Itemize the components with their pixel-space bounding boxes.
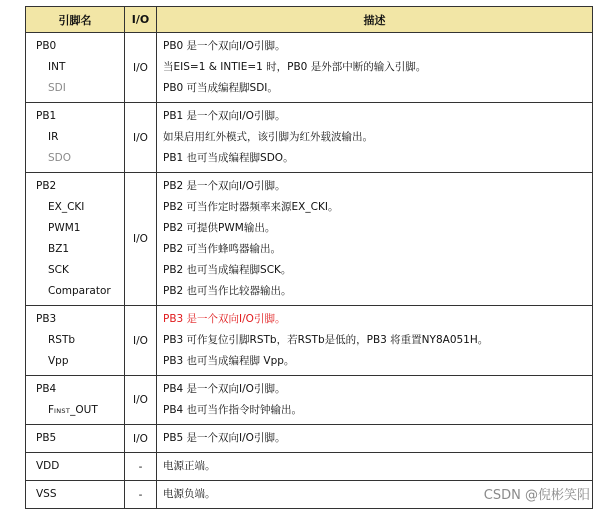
- pin-name: SDO: [48, 152, 72, 164]
- pin-name: IR: [48, 131, 59, 143]
- description-cell: [157, 33, 593, 103]
- pin-name-cell: [26, 425, 125, 453]
- description-line: PB0 是一个双向I/O引脚。: [163, 40, 286, 52]
- pin-name: Vpp: [48, 355, 69, 367]
- pin-name-cell: [26, 33, 125, 103]
- description-line: PB3 也可当成编程脚 Vpp。: [163, 355, 295, 367]
- table-row: [26, 453, 593, 481]
- header-pin-name: 引脚名: [26, 7, 125, 33]
- pin-name: PB5: [36, 432, 57, 444]
- pin-name-prefix: F: [48, 404, 55, 416]
- description-line: PB0 可当成编程脚SDI。: [163, 82, 278, 94]
- description-line: 电源正端。: [163, 460, 216, 472]
- pin-name: SDI: [48, 82, 66, 94]
- pin-name: [26, 400, 124, 421]
- pin-name: PB3: [36, 313, 57, 325]
- pin-name: INT: [48, 61, 66, 73]
- table-body: [26, 33, 593, 509]
- header-description: 描述: [157, 7, 593, 33]
- pin-name-cell: [26, 306, 125, 376]
- description-line: PB2 也可当作比较器输出。: [163, 285, 292, 297]
- io-type-cell: I/O: [125, 376, 157, 425]
- table-header-row: [26, 7, 593, 33]
- table-row: [26, 425, 593, 453]
- header-io: I/O: [125, 7, 157, 33]
- pin-name: RSTb: [48, 334, 76, 346]
- description-line: PB1 是一个双向I/O引脚。: [163, 110, 286, 122]
- pin-name-subscript: INST: [54, 407, 71, 415]
- io-type-cell: I/O: [125, 306, 157, 376]
- description-cell: [157, 306, 593, 376]
- table-row: [26, 306, 593, 376]
- description-line: PB4 是一个双向I/O引脚。: [163, 383, 286, 395]
- description-line: 如果启用红外模式，该引脚为红外载波输出。: [163, 131, 373, 143]
- description-cell: [157, 425, 593, 453]
- description-line: 当EIS=1 & INTIE=1 时，PB0 是外部中断的输入引脚。: [163, 61, 427, 73]
- table-row: [26, 103, 593, 173]
- description-line: PB2 是一个双向I/O引脚。: [163, 180, 286, 192]
- description-line: PB3 是一个双向I/O引脚。: [163, 313, 286, 325]
- pin-name: PB1: [36, 110, 57, 122]
- pin-name: VDD: [36, 460, 60, 472]
- description-cell: [157, 376, 593, 425]
- description-cell: [157, 173, 593, 306]
- io-type-cell: I/O: [125, 33, 157, 103]
- description-cell: [157, 453, 593, 481]
- io-type-cell: -: [125, 453, 157, 481]
- table-row: [26, 173, 593, 306]
- io-type-cell: I/O: [125, 173, 157, 306]
- table-row: [26, 376, 593, 425]
- description-line: 电源负端。: [163, 488, 216, 500]
- pin-name: SCK: [48, 264, 69, 276]
- io-type-cell: I/O: [125, 425, 157, 453]
- pin-name-suffix: _OUT: [70, 404, 98, 416]
- pin-name-cell: [26, 376, 125, 425]
- table-row: [26, 33, 593, 103]
- description-line: PB2 可当作蜂鸣器输出。: [163, 243, 282, 255]
- pin-name: PB2: [36, 180, 57, 192]
- pin-name-cell: [26, 481, 125, 509]
- description-line: PB1 也可当成编程脚SDO。: [163, 152, 294, 164]
- description-cell: [157, 103, 593, 173]
- pin-name: PB4: [36, 383, 57, 395]
- description-line: PB5 是一个双向I/O引脚。: [163, 432, 286, 444]
- description-line: PB4 也可当作指令时钟输出。: [163, 404, 303, 416]
- description-line: PB2 也可当成编程脚SCK。: [163, 264, 292, 276]
- description-line: PB2 可当作定时器频率来源EX_CKI。: [163, 201, 339, 213]
- pin-name-cell: [26, 173, 125, 306]
- pin-name-cell: [26, 453, 125, 481]
- pin-name: Comparator: [48, 285, 111, 297]
- watermark: CSDN @倪彬笑阳: [483, 488, 590, 503]
- pin-name: VSS: [36, 488, 57, 500]
- pin-description-table-container: [25, 6, 592, 509]
- pin-name: PB0: [36, 40, 57, 52]
- description-line: PB3 可作复位引脚RSTb，若RSTb是低的，PB3 将重置NY8A051H。: [163, 334, 489, 346]
- pin-name: EX_CKI: [48, 201, 85, 213]
- io-type-cell: I/O: [125, 103, 157, 173]
- pin-name-cell: [26, 103, 125, 173]
- pin-name: PWM1: [48, 222, 81, 234]
- description-line: PB2 可提供PWM输出。: [163, 222, 276, 234]
- pin-description-table: [25, 6, 593, 509]
- io-type-cell: -: [125, 481, 157, 509]
- pin-name: BZ1: [48, 243, 70, 255]
